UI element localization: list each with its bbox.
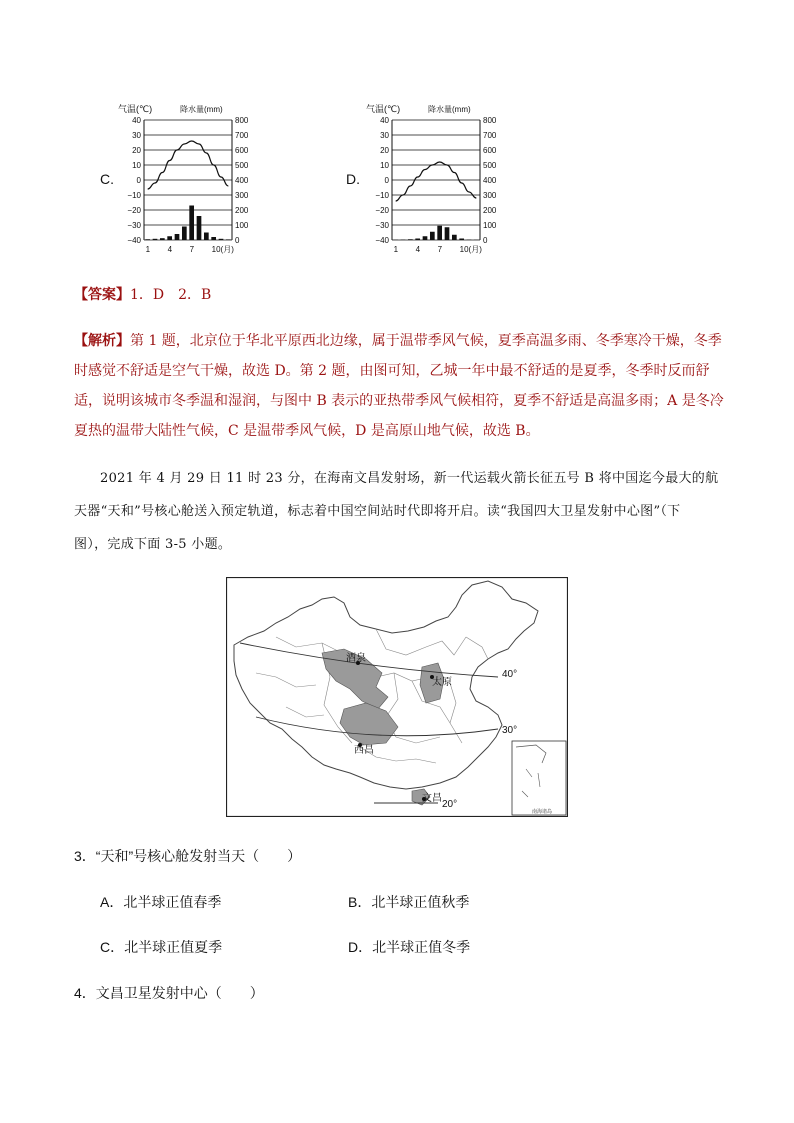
temp-tick-label: −10: [127, 191, 141, 200]
question-3-option-d[interactable]: D．北半球正值冬季: [348, 939, 471, 955]
question-3-option-c[interactable]: C．北半球正值夏季: [100, 939, 223, 955]
precip-tick-label: 300: [483, 191, 497, 200]
temp-tick-label: 20: [380, 146, 389, 155]
month-tick-label: 7: [437, 245, 443, 254]
temp-tick-label: 40: [132, 116, 141, 125]
lat-30-label: 30°: [502, 725, 518, 736]
precip-bar: [445, 227, 450, 240]
temp-axis-label: 气温(℃): [366, 104, 401, 114]
temp-tick-label: −20: [127, 206, 141, 215]
analysis-line: 时感觉不舒适是空气干燥，故选 D。第 2 题，由图可知，乙城一年中最不舒适的是夏季，冬季时反而舒: [74, 363, 710, 379]
precip-tick-label: 700: [483, 131, 497, 140]
precip-bar: [430, 232, 435, 240]
lat-40-label: 40°: [502, 669, 518, 680]
answer-line: [74, 284, 211, 304]
question-3-stem: 3．“天和”号核心舱发射当天（ ）: [74, 848, 302, 864]
analysis-block: [74, 326, 724, 446]
precip-bar: [219, 239, 224, 240]
precip-tick-label: 800: [483, 116, 497, 125]
precip-bar: [211, 237, 216, 240]
precip-bar: [167, 236, 172, 240]
south-china-sea-inset: [512, 741, 566, 815]
temp-tick-label: 30: [132, 131, 141, 140]
precip-bar: [452, 235, 457, 240]
precip-bar: [437, 226, 442, 240]
precip-bar: [415, 239, 420, 241]
temp-tick-label: −30: [127, 221, 141, 230]
taiyuan-label: 太原: [432, 677, 452, 688]
temp-tick-label: 10: [132, 161, 141, 170]
precip-tick-label: 100: [483, 221, 497, 230]
temp-tick-label: −40: [127, 236, 141, 245]
climate-chart-d: [366, 100, 506, 260]
precip-bar: [175, 234, 180, 240]
temp-tick-label: 0: [384, 176, 389, 185]
precip-bar: [189, 206, 194, 241]
precip-tick-label: 400: [483, 176, 497, 185]
analysis-line: 夏热的温带大陆性气候，C 是温带季风气候，D 是高原山地气候，故选 B。: [74, 423, 540, 439]
temp-tick-label: −20: [375, 206, 389, 215]
temp-axis-label: 气温(℃): [118, 104, 153, 114]
xichang-label: 西昌: [354, 745, 374, 756]
temp-tick-label: 30: [380, 131, 389, 140]
launch-center-map: [226, 577, 568, 817]
precip-tick-label: 0: [235, 236, 240, 245]
temp-tick-label: −10: [375, 191, 389, 200]
climate-chart-c: [118, 100, 258, 260]
jiuquan-label: 酒泉: [346, 653, 366, 664]
precip-bar: [160, 238, 165, 240]
precip-tick-label: 500: [235, 161, 249, 170]
temp-tick-label: 10: [380, 161, 389, 170]
month-tick-label: 1: [145, 245, 151, 254]
precip-bar: [459, 239, 464, 241]
precip-tick-label: 200: [235, 206, 249, 215]
precip-bar: [408, 239, 413, 240]
temp-tick-label: −40: [375, 236, 389, 245]
precip-bar: [182, 227, 187, 241]
lat-20-label: 20°: [442, 799, 458, 810]
precip-bar: [197, 216, 202, 240]
precip-tick-label: 0: [483, 236, 488, 245]
precip-tick-label: 200: [483, 206, 497, 215]
precip-tick-label: 600: [235, 146, 249, 155]
precip-bar: [226, 239, 231, 240]
precip-tick-label: 400: [235, 176, 249, 185]
temp-tick-label: −30: [375, 221, 389, 230]
intro-line: 2021 年 4 月 29 日 11 时 23 分，在海南文昌发射场，新一代运载火箭长征五号 B 将中国迄今最大的航: [100, 471, 719, 486]
question-4-stem: 4．文昌卫星发射中心（ ）: [74, 985, 264, 1001]
precip-tick-label: 800: [235, 116, 249, 125]
question-3-option-a[interactable]: A．北半球正值春季: [100, 894, 222, 910]
precip-tick-label: 600: [483, 146, 497, 155]
temp-tick-label: 20: [132, 146, 141, 155]
analysis-line: 适，说明该城市冬季温和湿润，与图中 B 表示的亚热带季风气候相符，夏季不舒适是高温多雨；A 是冬冷: [74, 393, 724, 409]
option-d-letter: D.: [346, 171, 360, 187]
intro-line: 天器“天和”号核心舱送入预定轨道，标志着中国空间站时代即将开启。读“我国四大卫星发射中心图”（下: [74, 504, 681, 519]
svg-text:南海诸岛: 南海诸岛: [532, 809, 553, 815]
precip-tick-label: 300: [235, 191, 249, 200]
analysis-label: 【解析】: [74, 333, 130, 349]
intro-line: 图），完成下面 3-5 小题。: [74, 537, 232, 552]
intro-paragraph: [74, 462, 724, 561]
month-tick-label: 10(月): [211, 245, 234, 254]
month-tick-label: 1: [393, 245, 399, 254]
answer-label: 【答案】: [74, 286, 130, 302]
month-tick-label: 7: [189, 245, 195, 254]
precip-axis-label: 降水量(mm): [180, 105, 223, 114]
month-tick-label: 10(月): [459, 245, 482, 254]
precip-bar: [153, 239, 158, 240]
precip-axis-label: 降水量(mm): [428, 105, 471, 114]
precip-bar: [423, 236, 428, 240]
month-tick-label: 4: [167, 245, 173, 254]
month-tick-label: 4: [415, 245, 421, 254]
question-3-option-b[interactable]: B．北半球正值秋季: [348, 894, 470, 910]
precip-tick-label: 500: [483, 161, 497, 170]
temp-tick-label: 40: [380, 116, 389, 125]
analysis-line: 【解析】第 1 题，北京位于华北平原西北边缘，属于温带季风气候，夏季高温多雨、冬季寒冷干燥，冬季: [74, 333, 722, 349]
precip-bar: [145, 239, 150, 240]
answer-text: 1．D 2．B: [130, 287, 212, 303]
precip-tick-label: 100: [235, 221, 249, 230]
temp-tick-label: 0: [136, 176, 141, 185]
precip-tick-label: 700: [235, 131, 249, 140]
precip-bar: [204, 233, 209, 241]
option-c-letter: C.: [100, 171, 114, 187]
wenchang-label: 文昌: [422, 793, 442, 804]
